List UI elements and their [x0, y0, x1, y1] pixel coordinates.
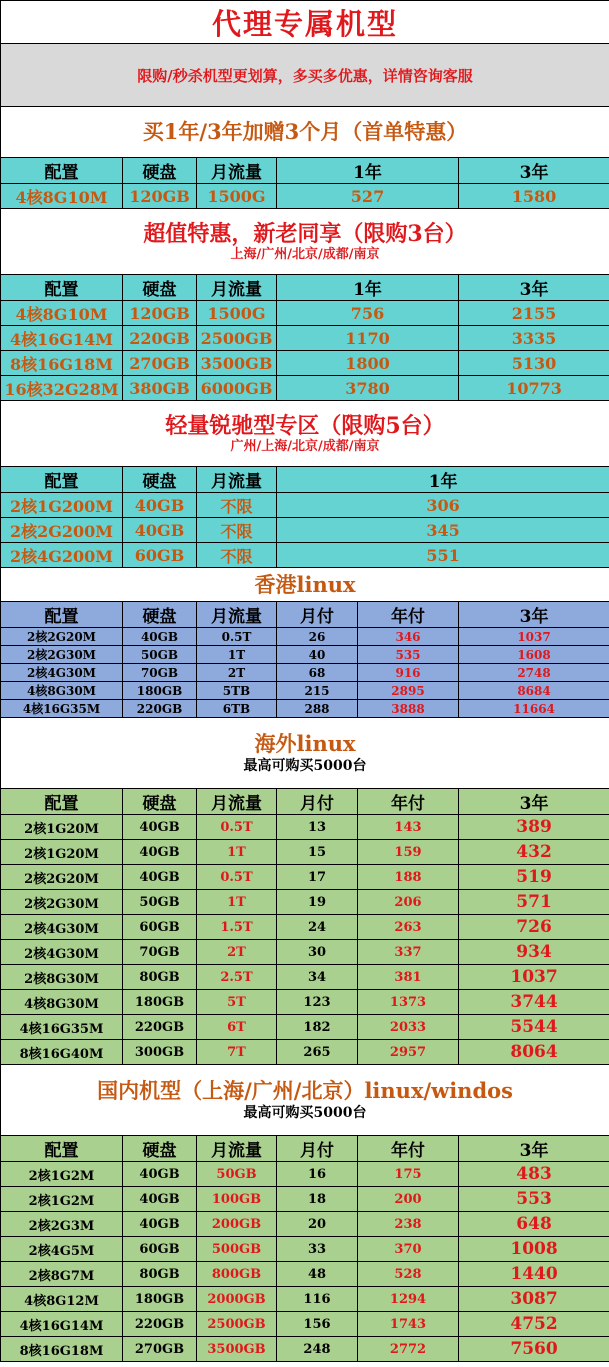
column-header: 月付 [277, 1136, 358, 1162]
column-header: 月付 [277, 789, 358, 815]
table-row [1, 915, 609, 940]
table-cell: 8核16G18M [1, 1337, 123, 1362]
table-cell: 40GB [123, 518, 197, 543]
table-row [1, 1287, 609, 1312]
table-cell: 33 [277, 1237, 358, 1262]
table-cell: 60GB [123, 543, 197, 568]
table-cell: 80GB [123, 1262, 197, 1287]
table-cell: 34 [277, 965, 358, 990]
table-cell: 934 [459, 940, 609, 965]
table-cell: 2核2G20M [1, 865, 123, 890]
table-cell: 5130 [459, 351, 609, 376]
table-cell: 527 [277, 184, 459, 209]
table-cell: 159 [358, 840, 459, 865]
sec1-title-block [1, 107, 609, 158]
table-cell: 2核4G30M [1, 915, 123, 940]
table-cell: 182 [277, 1015, 358, 1040]
table-cell: 1T [197, 890, 277, 915]
table-cell: 265 [277, 1040, 358, 1065]
table-row [1, 840, 609, 865]
table-row [1, 890, 609, 915]
header-row [1, 1136, 609, 1162]
table-cell: 10773 [459, 376, 609, 401]
table-cell: 24 [277, 915, 358, 940]
table-row [1, 1237, 609, 1262]
column-header: 硬盘 [123, 602, 197, 628]
column-header: 配置 [1, 158, 123, 184]
table-row [1, 543, 609, 568]
table-cell: 2000GB [197, 1287, 277, 1312]
column-header: 硬盘 [123, 158, 197, 184]
column-header: 月流量 [197, 789, 277, 815]
table-row [1, 628, 609, 646]
table-cell: 346 [358, 628, 459, 646]
column-header: 月流量 [197, 275, 277, 301]
table-cell: 70GB [123, 664, 197, 682]
table-cell: 40GB [123, 1187, 197, 1212]
sec4-title-block [1, 568, 609, 602]
table-cell: 180GB [123, 682, 197, 700]
table-cell: 2核2G30M [1, 890, 123, 915]
table-row [1, 518, 609, 543]
table-cell: 553 [459, 1187, 609, 1212]
table-cell: 535 [358, 646, 459, 664]
column-header: 1年 [277, 467, 609, 493]
table-cell: 270GB [123, 1337, 197, 1362]
table-cell: 40 [277, 646, 358, 664]
table-cell: 381 [358, 965, 459, 990]
table-cell: 3087 [459, 1287, 609, 1312]
table-cell: 1008 [459, 1237, 609, 1262]
table-row [1, 990, 609, 1015]
table-cell: 16 [277, 1162, 358, 1187]
sec2-title-block [1, 209, 609, 275]
table-cell: 40GB [123, 628, 197, 646]
table-cell: 1500G [197, 301, 277, 326]
table-row [1, 682, 609, 700]
table-row [1, 815, 609, 840]
table-cell: 2核4G30M [1, 940, 123, 965]
table-cell: 1580 [459, 184, 609, 209]
table-row [1, 646, 609, 664]
table-cell: 1170 [277, 326, 459, 351]
sec6-title-block [1, 1065, 609, 1136]
table-cell: 100GB [197, 1187, 277, 1212]
table-cell: 2核4G30M [1, 664, 123, 682]
table-cell: 200 [358, 1187, 459, 1212]
column-header: 1年 [277, 158, 459, 184]
table-cell: 1T [197, 646, 277, 664]
table-row [1, 1015, 609, 1040]
table-cell: 2895 [358, 682, 459, 700]
table-cell: 175 [358, 1162, 459, 1187]
table-cell: 1440 [459, 1262, 609, 1287]
table-cell: 4核8G10M [1, 184, 123, 209]
table-cell: 432 [459, 840, 609, 865]
table-cell: 500GB [197, 1237, 277, 1262]
table-cell: 不限 [197, 543, 277, 568]
table-cell: 68 [277, 664, 358, 682]
section-title: 海外linux [254, 731, 356, 756]
table-cell: 2748 [459, 664, 609, 682]
sec5-title-block [1, 718, 609, 789]
table-cell: 143 [358, 815, 459, 840]
section-title: 超值特惠，新老同享（限购3台） [143, 220, 467, 247]
table-cell: 2核2G20M [1, 628, 123, 646]
header-row [1, 275, 609, 301]
table-cell: 3335 [459, 326, 609, 351]
table-cell: 188 [358, 865, 459, 890]
table-cell: 3744 [459, 990, 609, 1015]
table-cell: 1500G [197, 184, 277, 209]
table-row [1, 965, 609, 990]
sec3-title-block [1, 401, 609, 467]
table-cell: 11664 [459, 700, 609, 718]
table-cell: 483 [459, 1162, 609, 1187]
table-cell: 4核16G14M [1, 1312, 123, 1337]
table-cell: 4752 [459, 1312, 609, 1337]
column-header: 月流量 [197, 467, 277, 493]
table-cell: 4核8G12M [1, 1287, 123, 1312]
table-cell: 2T [197, 664, 277, 682]
table-row [1, 1040, 609, 1065]
table-cell: 70GB [123, 940, 197, 965]
table-cell: 571 [459, 890, 609, 915]
table-cell: 1037 [459, 965, 609, 990]
table-cell: 123 [277, 990, 358, 1015]
table-cell: 2核4G5M [1, 1237, 123, 1262]
table-cell: 519 [459, 865, 609, 890]
table-cell: 20 [277, 1212, 358, 1237]
table-row [1, 376, 609, 401]
table-cell: 551 [277, 543, 609, 568]
table-cell: 50GB [197, 1162, 277, 1187]
table-row [1, 301, 609, 326]
table-cell: 2核2G200M [1, 518, 123, 543]
table-cell: 16核32G28M [1, 376, 123, 401]
table-cell: 40GB [123, 815, 197, 840]
column-header: 硬盘 [123, 1136, 197, 1162]
header-row [1, 467, 609, 493]
table-cell: 756 [277, 301, 459, 326]
table-cell: 345 [277, 518, 609, 543]
table-cell: 8核16G18M [1, 351, 123, 376]
table-cell: 1800 [277, 351, 459, 376]
table-cell: 4核8G10M [1, 301, 123, 326]
table-cell: 40GB [123, 840, 197, 865]
table-cell: 206 [358, 890, 459, 915]
table-cell: 6TB [197, 700, 277, 718]
table-cell: 8064 [459, 1040, 609, 1065]
table-cell: 3500GB [197, 351, 277, 376]
table-cell: 50GB [123, 646, 197, 664]
column-header: 硬盘 [123, 275, 197, 301]
table-cell: 180GB [123, 1287, 197, 1312]
table-cell: 220GB [123, 700, 197, 718]
column-header: 配置 [1, 1136, 123, 1162]
table-cell: 248 [277, 1337, 358, 1362]
table-cell: 15 [277, 840, 358, 865]
table-cell: 7T [197, 1040, 277, 1065]
column-header: 月流量 [197, 1136, 277, 1162]
table-cell: 2500GB [197, 326, 277, 351]
table-cell: 50GB [123, 890, 197, 915]
table-cell: 5T [197, 990, 277, 1015]
table-cell: 4核16G35M [1, 1015, 123, 1040]
table-cell: 2核1G200M [1, 493, 123, 518]
table-cell: 1037 [459, 628, 609, 646]
column-header: 配置 [1, 467, 123, 493]
table-cell: 7560 [459, 1337, 609, 1362]
table-cell: 6000GB [197, 376, 277, 401]
table-row [1, 351, 609, 376]
table-cell: 1743 [358, 1312, 459, 1337]
table-cell: 337 [358, 940, 459, 965]
table-cell: 220GB [123, 1312, 197, 1337]
table-cell: 40GB [123, 1212, 197, 1237]
table-cell: 8核16G40M [1, 1040, 123, 1065]
table-cell: 2核4G200M [1, 543, 123, 568]
header-row [1, 158, 609, 184]
table-cell: 30 [277, 940, 358, 965]
column-header: 3年 [459, 158, 609, 184]
table-cell: 263 [358, 915, 459, 940]
table-cell: 215 [277, 682, 358, 700]
table-cell: 2核8G7M [1, 1262, 123, 1287]
column-header: 3年 [459, 275, 609, 301]
table-cell: 1373 [358, 990, 459, 1015]
page-title: 代理专属机型 [1, 1, 609, 44]
table-row [1, 493, 609, 518]
table-cell: 1.5T [197, 915, 277, 940]
table-cell: 288 [277, 700, 358, 718]
table-cell: 4核16G35M [1, 700, 123, 718]
table-cell: 2核1G20M [1, 840, 123, 865]
table-cell: 0.5T [197, 865, 277, 890]
table-cell: 5TB [197, 682, 277, 700]
column-header: 配置 [1, 602, 123, 628]
table-cell: 3780 [277, 376, 459, 401]
table-cell: 370 [358, 1237, 459, 1262]
table-cell: 0.5T [197, 628, 277, 646]
table-cell: 40GB [123, 1162, 197, 1187]
table-cell: 4核16G14M [1, 326, 123, 351]
table-cell: 916 [358, 664, 459, 682]
section-subtitle: 上海/广州/北京/成都/南京 [230, 246, 380, 262]
table-cell: 116 [277, 1287, 358, 1312]
table-cell: 40GB [123, 493, 197, 518]
table-row [1, 700, 609, 718]
column-header: 3年 [459, 1136, 609, 1162]
section-subtitle: 最高可购买5000台 [243, 1105, 367, 1121]
table-cell: 2核1G2M [1, 1162, 123, 1187]
table-row [1, 664, 609, 682]
table-cell: 80GB [123, 965, 197, 990]
table-row [1, 1337, 609, 1362]
header-row [1, 789, 609, 815]
table-row [1, 940, 609, 965]
column-header: 年付 [358, 1136, 459, 1162]
table-cell: 4核8G30M [1, 990, 123, 1015]
table-cell: 120GB [123, 301, 197, 326]
table-cell: 180GB [123, 990, 197, 1015]
table-cell: 6T [197, 1015, 277, 1040]
table-cell: 不限 [197, 493, 277, 518]
column-header: 月付 [277, 602, 358, 628]
table-cell: 19 [277, 890, 358, 915]
section-subtitle: 最高可购买5000台 [243, 758, 367, 774]
table-cell: 18 [277, 1187, 358, 1212]
table-cell: 13 [277, 815, 358, 840]
table-cell: 不限 [197, 518, 277, 543]
table-cell: 2核1G2M [1, 1187, 123, 1212]
table-cell: 8684 [459, 682, 609, 700]
table-row [1, 1312, 609, 1337]
column-header: 3年 [459, 602, 609, 628]
promo-notice: 限购/秒杀机型更划算，多买多优惠，详情咨询客服 [1, 44, 609, 107]
table-cell: 528 [358, 1262, 459, 1287]
table-cell: 2核2G3M [1, 1212, 123, 1237]
column-header: 配置 [1, 789, 123, 815]
table-cell: 220GB [123, 326, 197, 351]
table-cell: 2核1G20M [1, 815, 123, 840]
table-cell: 60GB [123, 1237, 197, 1262]
column-header: 1年 [277, 275, 459, 301]
table-cell: 156 [277, 1312, 358, 1337]
section-subtitle: 广州/上海/北京/成都/南京 [230, 438, 380, 454]
table-cell: 270GB [123, 351, 197, 376]
column-header: 硬盘 [123, 467, 197, 493]
table-cell: 40GB [123, 865, 197, 890]
table-cell: 2.5T [197, 965, 277, 990]
table-cell: 1608 [459, 646, 609, 664]
table-cell: 648 [459, 1212, 609, 1237]
table-cell: 1T [197, 840, 277, 865]
table-cell: 380GB [123, 376, 197, 401]
section-title: 轻量锐驰型专区（限购5台） [165, 412, 445, 439]
table-row [1, 1162, 609, 1187]
table-cell: 306 [277, 493, 609, 518]
table-cell: 200GB [197, 1212, 277, 1237]
header-row [1, 602, 609, 628]
table-cell: 2核2G30M [1, 646, 123, 664]
table-cell: 3888 [358, 700, 459, 718]
table-cell: 800GB [197, 1262, 277, 1287]
table-cell: 4核8G30M [1, 682, 123, 700]
table-cell: 0.5T [197, 815, 277, 840]
table-row [1, 184, 609, 209]
table-cell: 2033 [358, 1015, 459, 1040]
section-title: 买1年/3年加赠3个月（首单特惠） [142, 119, 468, 144]
table-row [1, 1212, 609, 1237]
table-cell: 17 [277, 865, 358, 890]
table-cell: 3500GB [197, 1337, 277, 1362]
table-cell: 300GB [123, 1040, 197, 1065]
column-header: 3年 [459, 789, 609, 815]
table-cell: 220GB [123, 1015, 197, 1040]
section-title: 国内机型（上海/广州/北京）linux/windos [97, 1078, 513, 1103]
table-cell: 2500GB [197, 1312, 277, 1337]
table-cell: 726 [459, 915, 609, 940]
table-row [1, 1187, 609, 1212]
table-cell: 120GB [123, 184, 197, 209]
table-cell: 2155 [459, 301, 609, 326]
table-cell: 2T [197, 940, 277, 965]
table-cell: 60GB [123, 915, 197, 940]
column-header: 配置 [1, 275, 123, 301]
table-cell: 26 [277, 628, 358, 646]
table-row [1, 326, 609, 351]
column-header: 月流量 [197, 158, 277, 184]
table-cell: 389 [459, 815, 609, 840]
table-cell: 48 [277, 1262, 358, 1287]
table-row [1, 865, 609, 890]
column-header: 月流量 [197, 602, 277, 628]
table-cell: 5544 [459, 1015, 609, 1040]
column-header: 硬盘 [123, 789, 197, 815]
table-cell: 2957 [358, 1040, 459, 1065]
table-cell: 2核8G30M [1, 965, 123, 990]
table-cell: 238 [358, 1212, 459, 1237]
column-header: 年付 [358, 602, 459, 628]
column-header: 年付 [358, 789, 459, 815]
section-title: 香港linux [254, 571, 356, 597]
table-cell: 1294 [358, 1287, 459, 1312]
table-row [1, 1262, 609, 1287]
table-cell: 2772 [358, 1337, 459, 1362]
